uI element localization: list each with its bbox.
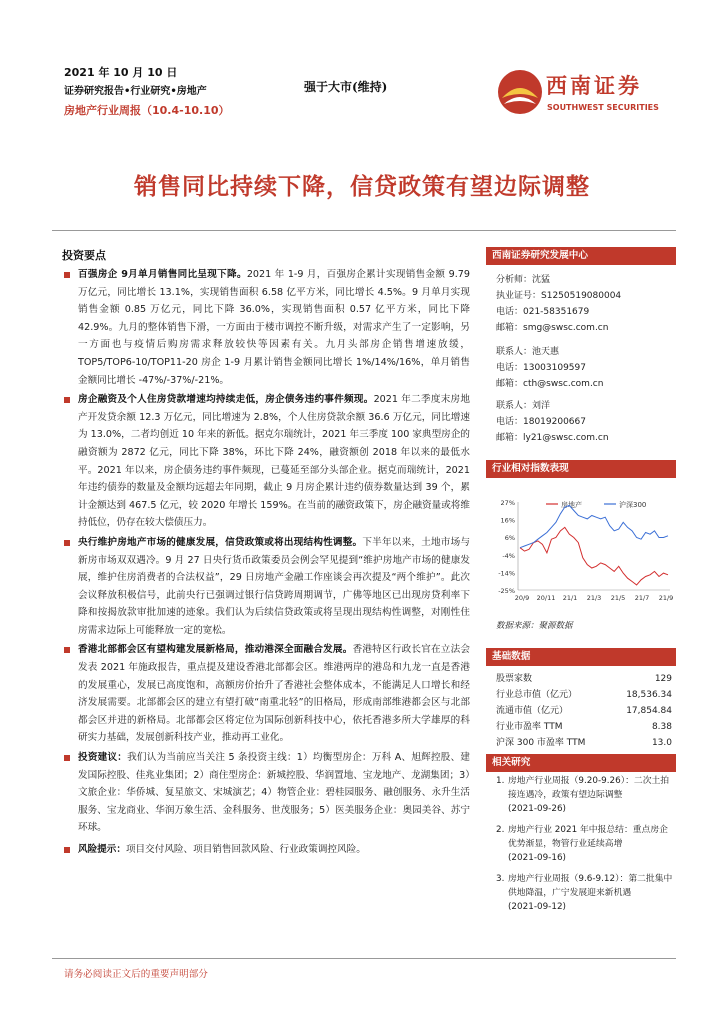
report-date: 2021 年 10 月 10 日 xyxy=(64,66,178,79)
bullet-heading: 央行维护房地产市场的健康发展，信贷政策或将出现结构性调整。 xyxy=(78,536,363,548)
data-source: 数据来源：聚源数据 xyxy=(496,621,573,631)
y-tick-label: 6% xyxy=(504,534,515,543)
item-date: (2021-09-12) xyxy=(508,902,566,912)
y-tick-label: -25% xyxy=(498,587,515,595)
index-chart xyxy=(486,494,676,614)
analyst-contact xyxy=(496,272,621,336)
y-tick-label: -14% xyxy=(498,569,515,578)
summary-title: 投资要点 xyxy=(62,249,106,262)
row-value: 18,536.34 xyxy=(626,690,672,700)
rating: 强于大市(维持) xyxy=(304,80,388,94)
table-row xyxy=(496,735,672,751)
weekly-title: 房地产行业周报（10.4-10.10） xyxy=(64,104,230,117)
y-tick-label: -4% xyxy=(502,551,515,560)
x-tick-label: 21/7 xyxy=(634,594,650,602)
bullet-text: 我们认为当前应当关注 5 条投资主线：1）均衡型房企：万科 A、旭辉控股、建发国际控股、佳兆业集团；2）商住型房企：新城控股、华润置地、宝龙地产、龙湖集团；3）文旅企业：华侨城、复星旅文、宋城演艺；4）物管企业：碧桂园服务、融创服务、永升生活服务、宝龙商业、华润万象生活、金科服务、世茂服务；5）医美服务企业：奥园美谷、苏宁环球。 xyxy=(78,752,471,834)
item-title: 房地产行业周报（9.6-9.12）：第二批集中供地降温，广宁发展迎来新机遇 xyxy=(508,874,673,898)
y-tick-label: 27% xyxy=(500,499,515,507)
table-row xyxy=(496,719,672,735)
divider xyxy=(52,230,676,231)
related-research-list xyxy=(496,774,676,921)
contact-email[interactable]: 邮箱：cth@swsc.com.cn xyxy=(496,379,604,389)
report-type: 证券研究报告•行业研究•房地产 xyxy=(64,86,207,97)
contact-2 xyxy=(496,398,609,446)
row-value: 17,854.84 xyxy=(626,706,672,716)
bullet-investment xyxy=(62,749,470,837)
item-number: 2. xyxy=(496,825,505,835)
list-item[interactable] xyxy=(496,823,676,865)
row-value: 8.38 xyxy=(651,722,672,732)
bullet-icon xyxy=(64,647,70,653)
item-title: 房地产行业周报（9.20-9.26）：二次土拍接连遇冷，政策有望边际调整 xyxy=(508,776,670,800)
bullet-credit-policy xyxy=(62,534,470,640)
bullet-financing xyxy=(62,391,470,532)
analyst-email[interactable]: 邮箱：smg@swsc.com.cn xyxy=(496,323,609,333)
series-line-2 xyxy=(520,505,668,547)
item-title: 房地产行业 2021 年中报总结：重点房企优势渐显，物管行业延续高增 xyxy=(508,825,668,849)
research-center-title: 西南证券研究发展中心 xyxy=(486,247,676,265)
bullet-text: 香港特区行政长官在立法会发表 2021 年施政报告，重点提及建设香港北部都会区。维港两岸的港岛和九龙一直是香港的发展重心，发展已高度饱和，高额房价抬升了香港社会整体成本，不能满足人口增长和经济发展需要。北部都会区的建立有望打破“南重北轻”的旧格局，形成南部维港都会区与北部都会区并进的新格局。北部都会区将定位为国际创新科技中心，依托香港多所大学雄厚的科研实力基础，发展创新科技产业，推动再工业化。 xyxy=(78,644,471,744)
item-number: 1. xyxy=(496,776,505,786)
bullet-heading: 百强房企 9月单月销售同比呈现下降。 xyxy=(78,269,247,280)
contact-phone: 电话：13003109597 xyxy=(496,363,586,373)
related-research-title: 相关研究 xyxy=(486,754,676,772)
bullet-icon xyxy=(64,540,70,546)
item-date: (2021-09-16) xyxy=(508,853,566,863)
headline: 销售同比持续下降，信贷政策有望边际调整 xyxy=(134,174,590,200)
row-value: 13.0 xyxy=(651,738,672,748)
bullet-icon xyxy=(64,272,70,278)
bullet-risk xyxy=(62,841,470,859)
bullet-sales xyxy=(62,266,470,389)
basic-data-title: 基础数据 xyxy=(486,648,676,666)
x-tick-label: 20/11 xyxy=(536,594,556,602)
analyst-cert: 执业证号：S1250519080004 xyxy=(496,291,622,301)
x-tick-label: 21/9 xyxy=(658,594,674,602)
row-label: 行业市盈率 TTM xyxy=(496,722,563,732)
brand-name-en: SOUTHWEST SECURITIES xyxy=(547,103,659,112)
bullet-hongkong xyxy=(62,641,470,747)
bullet-heading: 房企融资及个人住房贷款增速均持续走低，房企债务违约事件频现。 xyxy=(78,394,374,406)
logo-mark-icon xyxy=(496,68,544,116)
contact-email[interactable]: 邮箱：ly21@swsc.com.cn xyxy=(496,433,609,443)
index-chart-svg xyxy=(486,494,676,614)
bullet-heading: 投资建议： xyxy=(78,752,128,764)
index-chart-title: 行业相对指数表现 xyxy=(486,460,676,478)
bullet-icon xyxy=(64,397,70,403)
bullet-text: 下半年以来，土地市场与新房市场双双遇冷。9 月 27 日央行货币政策委员会例会罕见提到“维护房地产市场的健康发展，维护住房消费者的合法权益”，29 日房地产金融工作座谈会再次提及“两个维护”。此次会议释放积极信号，此前央行已强调过银行信贷跨周期调节，广佛等地区已出现房贷利率下降和按揭放款审批加速的迹象。我们认为后续信贷政策或将呈现出现结构性调整，对刚性住房需求边际上可能释放一定的宽松。 xyxy=(78,536,471,636)
table-row xyxy=(496,671,672,687)
bullet-text: 2021 年二季度末房地产开发贷余额 12.3 万亿元，同比增速为 2.8%，个人住房贷款余额 36.6 万亿元，同比增速为 13.0%，二者均创近 10 年来的新低。据克尔瑞统计，2021 年三季度 100 家典型房企的融资额为 2872 亿元，同比下降 38%，环比下降 24%，融资额创 2018 年以来的最低水平。2021 年以来，房企债务违约事件频现，已蔓延至部分头部企业。据克而瑞统计，2021 年违约债券的数量及金额均远超去年同期，截止 9 月房企累计违约债券数量达到 39 个，累计金额达到 467.5 亿元，较 2020 年增长 159%。在当前的融资政策下，房企融资量或将维持低位，仍存在较大偿债压力。 xyxy=(78,394,471,529)
bullet-text: 2021 年 1-9 月，百强房企累计实现销售金额 9.79 万亿元，同比增长 13.1%，实现销售面积 6.58 亿平方米，同比增长 4.5%。9 月单月实现销售金额 0.85 万亿元，同比下降 36.0%，实现销售面积 0.57 亿平方米，同比下降 42.9%。九月的整体销售下滑，一方面由于楼市调控不断升级，对需求产生了一定影响，另一方面也与疫情后购房需求释放较快等因素有关。九月头部房企销售增速放缓，TOP5/TOP6-10/TOP11-20 房企 1-9 月累计销售金额同比增长 1%/14%/16%，单月销售金额同比增长 -47%/-37%/-21%。 xyxy=(78,269,470,386)
contact-name: 联系人：池天惠 xyxy=(496,347,560,357)
row-label: 股票家数 xyxy=(496,674,533,684)
bullet-icon xyxy=(64,847,70,853)
item-number: 3. xyxy=(496,874,505,884)
bullet-heading: 风险提示： xyxy=(78,844,126,855)
row-label: 行业总市值（亿元） xyxy=(496,690,578,700)
contact-1 xyxy=(496,344,603,392)
contact-name: 联系人：刘洋 xyxy=(496,401,551,411)
footer-divider xyxy=(52,958,676,959)
bullet-text: 项目交付风险、项目销售回款风险、行业政策调控风险。 xyxy=(125,844,366,855)
analyst-phone: 电话：021-58351679 xyxy=(496,307,590,317)
x-tick-label: 20/9 xyxy=(514,594,530,602)
y-tick-label: 16% xyxy=(500,516,515,525)
contact-phone: 电话：18019200667 xyxy=(496,417,586,427)
list-item[interactable] xyxy=(496,774,676,816)
x-tick-label: 21/1 xyxy=(562,594,578,602)
table-row xyxy=(496,703,672,719)
x-tick-label: 21/5 xyxy=(610,594,626,602)
item-date: (2021-09-26) xyxy=(508,804,566,814)
row-label: 流通市值（亿元） xyxy=(496,706,569,716)
bullet-icon xyxy=(64,755,70,761)
basic-data-table xyxy=(496,671,672,751)
legend-label: 房地产 xyxy=(561,501,582,509)
x-tick-label: 21/3 xyxy=(586,594,602,602)
bullet-heading: 香港北部都会区有望构建发展新格局，推动港深全面融合发展。 xyxy=(78,644,353,656)
row-label: 沪深 300 市盈率 TTM xyxy=(496,738,586,748)
list-item[interactable] xyxy=(496,872,676,914)
row-value: 129 xyxy=(654,674,672,684)
legend-label: 沪深300 xyxy=(619,501,647,509)
analyst-name: 分析师：沈猛 xyxy=(496,275,551,285)
table-row xyxy=(496,687,672,703)
footer-disclaimer: 请务必阅读正文后的重要声明部分 xyxy=(64,969,208,980)
summary-body xyxy=(62,266,470,861)
brand-name: 西南证券 xyxy=(546,73,642,98)
